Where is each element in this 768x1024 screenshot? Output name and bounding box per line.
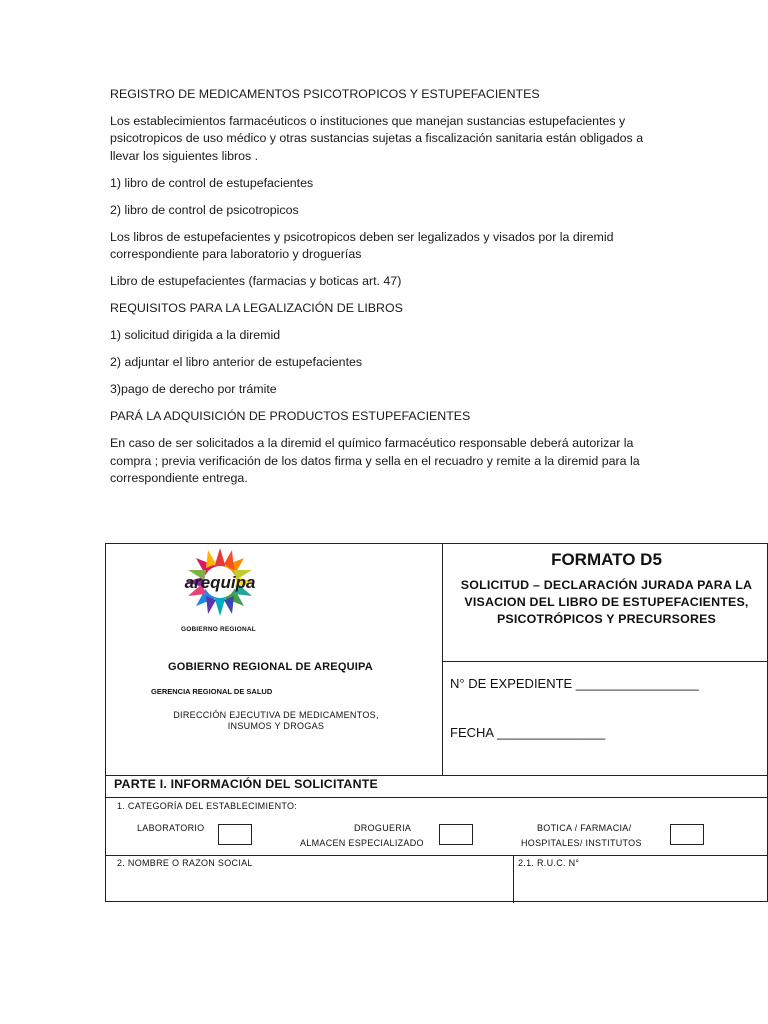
document-title: REGISTRO DE MEDICAMENTOS PSICOTROPICOS Y ESTUPEFACIENTES bbox=[110, 87, 540, 101]
list-item: 1) solicitud dirigida a la diremid bbox=[110, 328, 281, 343]
ruc-divider bbox=[513, 855, 514, 903]
gerencia-label: GERENCIA REGIONAL DE SALUD bbox=[151, 687, 273, 696]
laboratorio-checkbox[interactable] bbox=[218, 824, 252, 845]
header-divider bbox=[442, 544, 443, 775]
libro-paragraph: Libro de estupefacientes (farmacias y boticas art. 47) bbox=[110, 274, 402, 289]
expediente-field: N° DE EXPEDIENTE _________________ bbox=[450, 676, 699, 691]
org-title: GOBIERNO REGIONAL DE AREQUIPA bbox=[168, 661, 373, 673]
list-item: 2) adjuntar el libro anterior de estupefacientes bbox=[110, 355, 363, 370]
formato-d5-form bbox=[105, 543, 768, 902]
laboratorio-label: LABORATORIO bbox=[137, 823, 205, 833]
header-right-divider bbox=[442, 661, 768, 662]
formato-title: FORMATO D5 bbox=[551, 550, 662, 569]
document-body bbox=[110, 86, 670, 497]
section-divider bbox=[106, 797, 768, 798]
legal-paragraph: Los libros de estupefacientes y psicotropicos deben ser legalizados y visados por la diremid correspondiente para laboratorio y droguerías bbox=[110, 229, 614, 262]
arequipa-logo bbox=[158, 544, 282, 634]
adquisicion-paragraph: En caso de ser solicitados a la diremid el químico farmacéutico responsable deberá autorizar la compra ; previa verificación de los datos firma y sella en el recuadro y remite a la diremid para la correspondiente entrega. bbox=[110, 436, 640, 486]
parte1-heading: PARTE I. INFORMACIÓN DEL SOLICITANTE bbox=[114, 777, 378, 791]
solicitud-title: SOLICITUD – DECLARACIÓN JURADA PARA LA VISACION DEL LIBRO DE ESTUPEFACIENTES, PSICOTRÓPICOS Y PRECURSORES bbox=[460, 578, 753, 626]
nombre-label: 2. NOMBRE O RAZON SOCIAL bbox=[117, 858, 253, 868]
adquisicion-heading: PARÁ LA ADQUISICIÓN DE PRODUCTOS ESTUPEFACIENTES bbox=[110, 409, 471, 424]
hospitales-label: HOSPITALES/ INSTITUTOS bbox=[521, 838, 642, 848]
list-item: 1) libro de control de estupefacientes bbox=[110, 175, 314, 190]
list-item: 2) libro de control de psicotropicos bbox=[110, 202, 299, 217]
almacen-label: ALMACEN ESPECIALIZADO bbox=[300, 838, 424, 848]
svg-text:arequipa: arequipa bbox=[184, 573, 256, 592]
list-item: 3)pago de derecho por trámite bbox=[110, 382, 277, 397]
section-divider bbox=[106, 775, 768, 776]
requisitos-heading: REQUISITOS PARA LA LEGALIZACIÓN DE LIBROS bbox=[110, 301, 403, 316]
section-divider bbox=[106, 855, 768, 856]
categoria-label: 1. CATEGORÍA DEL ESTABLECIMIENTO: bbox=[117, 801, 298, 811]
intro-paragraph: Los establecimientos farmacéuticos o instituciones que manejan sustancias estupefacientes y psicotropicos de uso médico y otras sustancias sujetas a fiscalización sanitaria están obligados a llevar los siguientes libros . bbox=[110, 114, 644, 163]
direccion-label: DIRECCIÓN EJECUTIVA DE MEDICAMENTOS, INSUMOS Y DROGAS bbox=[173, 710, 379, 731]
botica-checkbox[interactable] bbox=[670, 824, 704, 845]
drogueria-label: DROGUERIA bbox=[354, 823, 412, 833]
logo-caption: GOBIERNO REGIONAL bbox=[181, 626, 256, 633]
drogueria-checkbox[interactable] bbox=[439, 824, 473, 845]
fecha-field: FECHA _______________ bbox=[450, 725, 606, 740]
ruc-label: 2.1. R.U.C. N° bbox=[518, 858, 580, 868]
botica-label: BOTICA / FARMACIA/ bbox=[537, 823, 632, 833]
